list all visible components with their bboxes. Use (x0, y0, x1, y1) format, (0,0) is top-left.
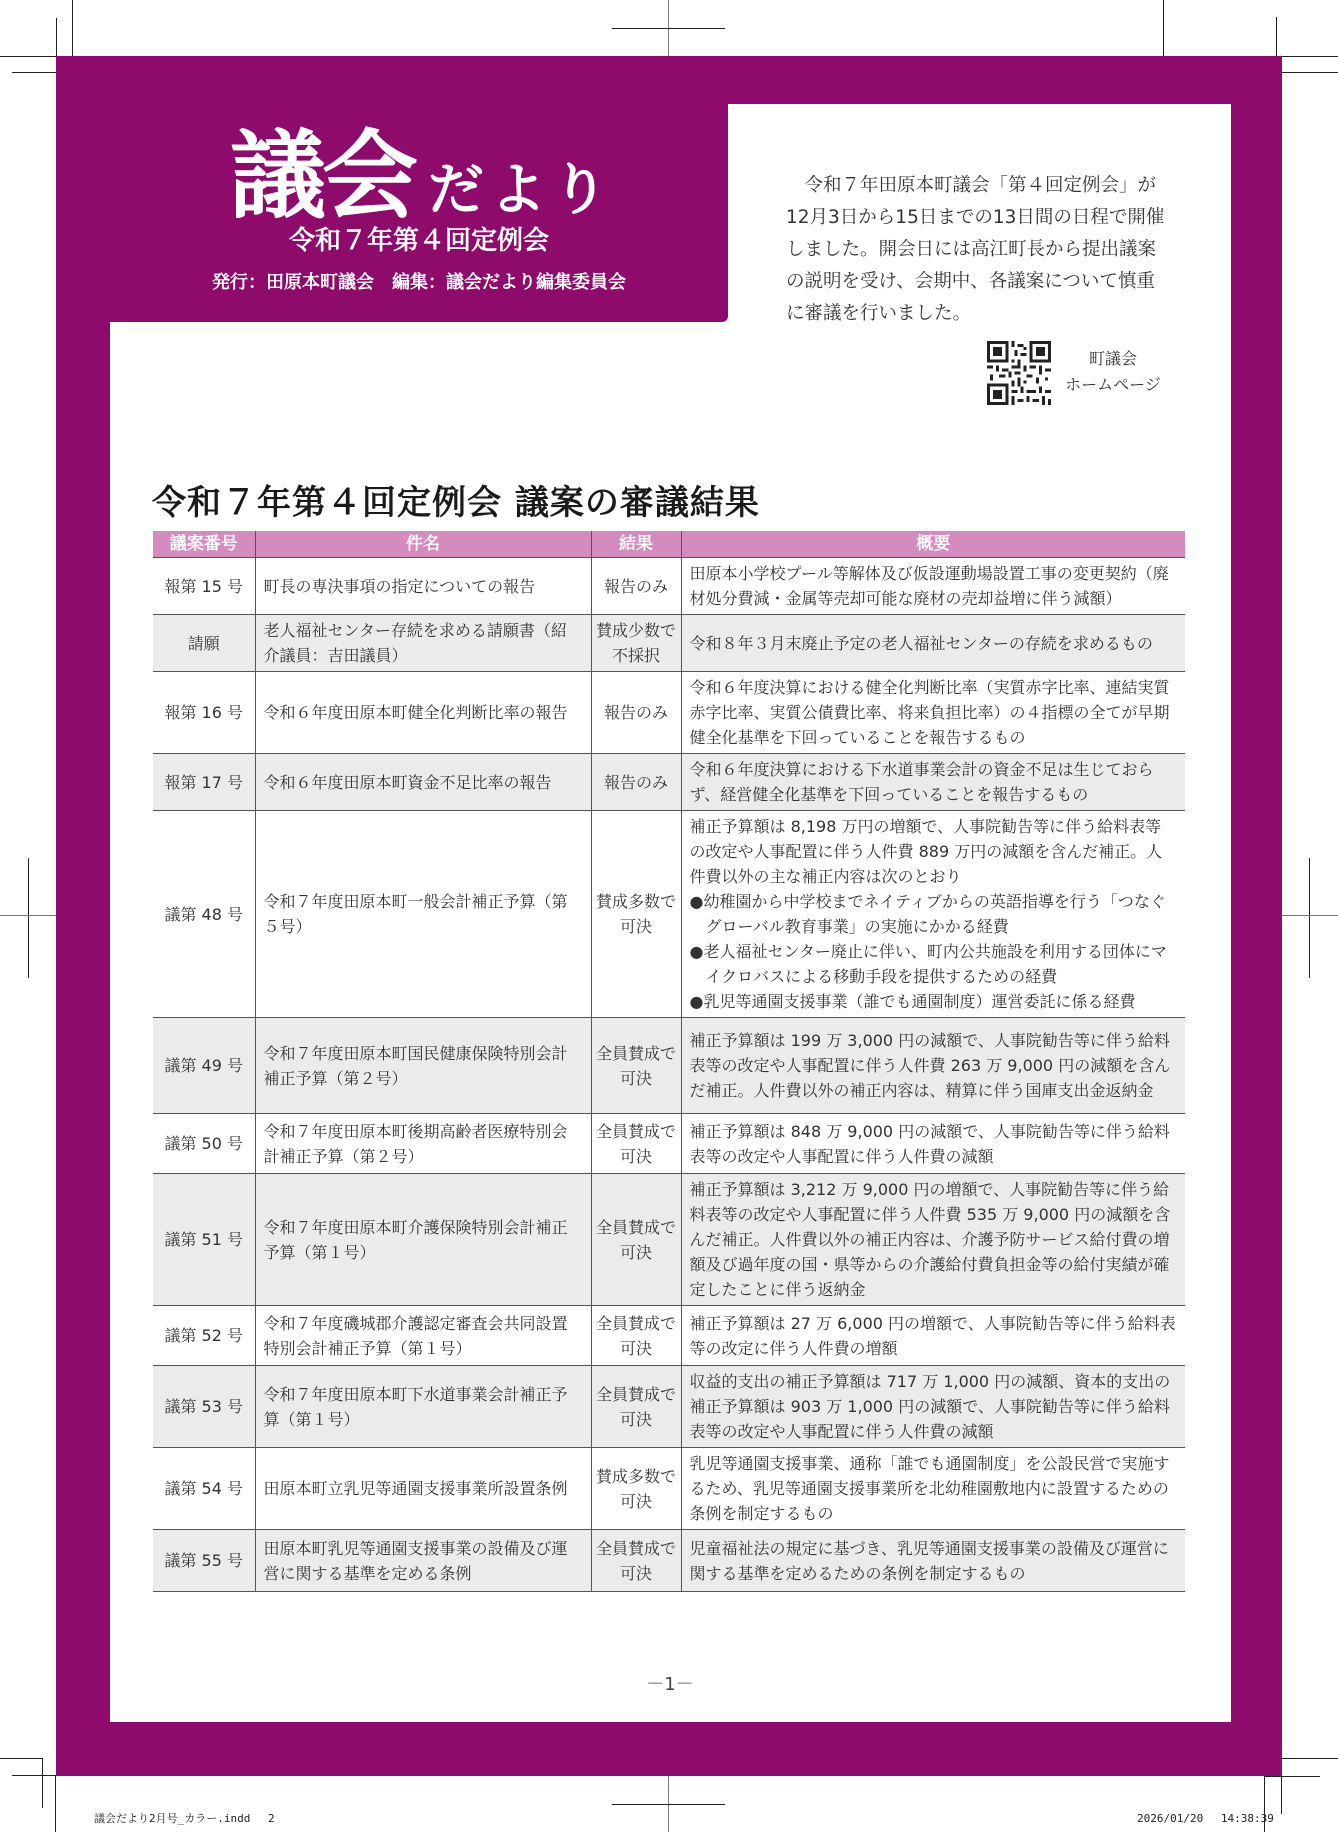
table-row (153, 1530, 1185, 1592)
bill-name: 令和７年度磯城郡介護認定審査会共同設置特別会計補正予算（第１号） (255, 1306, 591, 1366)
table-row (153, 1018, 1185, 1114)
crop-mark (12, 72, 56, 73)
bill-name: 令和６年度田原本町資金不足比率の報告 (255, 754, 591, 811)
table-row (153, 672, 1185, 754)
crop-mark (12, 1775, 56, 1776)
table-row (153, 615, 1185, 672)
bill-result: 賛成多数で可決 (591, 1448, 681, 1530)
bill-name: 令和７年度田原本町後期高齢者医療特別会計補正予算（第２号） (255, 1114, 591, 1174)
column-header-number: 議案番号 (153, 531, 255, 558)
summary-text: 令和６年度決算における下水道事業会計の資金不足は生じておらず、経営健全化基準を下回っていることを報告するもの (689, 760, 1154, 804)
bill-name: 田原本町立乳児等通園支援事業所設置条例 (255, 1448, 591, 1530)
qr-label-line2: ホームページ (1065, 375, 1161, 394)
bill-summary (681, 1174, 1185, 1306)
bill-number: 議第 52 号 (153, 1306, 255, 1366)
bill-summary (681, 811, 1185, 1018)
bill-result: 全員賛成で可決 (591, 1174, 681, 1306)
results-table (153, 531, 1185, 1592)
bill-name: 令和７年度田原本町一般会計補正予算（第５号） (255, 811, 591, 1018)
bill-summary (681, 1530, 1185, 1592)
bill-summary (681, 1366, 1185, 1448)
table-row (153, 1174, 1185, 1306)
print-slug-date: 2026/01/20 14:38:39 (1137, 1812, 1274, 1825)
bill-number: 議第 50 号 (153, 1114, 255, 1174)
bill-result: 全員賛成で可決 (591, 1366, 681, 1448)
table-row (153, 1448, 1185, 1530)
table-row (153, 754, 1185, 811)
bill-number: 議第 54 号 (153, 1448, 255, 1530)
crop-mark (612, 28, 725, 29)
bill-number: 報第 17 号 (153, 754, 255, 811)
session-subtitle: 令和７年第４回定例会 (288, 226, 549, 256)
bill-result: 報告のみ (591, 558, 681, 615)
crop-mark (1309, 858, 1310, 978)
bill-number: 議第 49 号 (153, 1018, 255, 1114)
summary-text: 乳児等通園支援事業、通称「誰でも通園制度」を公設民営で実施するため、乳児等通園支援事業所を北幼稚園敷地内に設置するための条例を制定するもの (689, 1454, 1170, 1523)
bill-name: 老人福祉センター存続を求める請願書（紹介議員：吉田議員） (255, 615, 591, 672)
bill-name: 町長の専決事項の指定についての報告 (255, 558, 591, 615)
bill-result: 全員賛成で可決 (591, 1530, 681, 1592)
bill-summary (681, 1114, 1185, 1174)
crop-mark (55, 1775, 56, 1832)
summary-text: 補正予算額は 3,212 万 9,000 円の増額で、人事院勧告等に伴う給料表等の改定や人事配置に伴う人件費 535 万 9,000 円の減額を含んだ補正。人件費以外の補正内容は、介護予防サービス給付費の増額及び過年度の国・県等からの介護給付費負担金等の給付実績が確定したことに伴う返納金 (689, 1180, 1171, 1299)
summary-text: 令和８年３月末廃止予定の老人福祉センターの存続を求めるもの (689, 633, 1153, 653)
table-row (153, 1306, 1185, 1366)
summary-bullet-item: ●老人福祉センター廃止に伴い、町内公共施設を利用する団体にマイクロバスによる移動手段を提供するための経費 (689, 942, 1167, 986)
crop-mark (0, 1758, 42, 1759)
bill-number: 議第 55 号 (153, 1530, 255, 1592)
masthead-title-hiragana: だより (428, 158, 614, 223)
print-slug-file: 議会だより2月号_カラー.indd 2 (94, 1812, 275, 1825)
bill-number: 議第 53 号 (153, 1366, 255, 1448)
crop-mark (612, 1804, 725, 1805)
bill-name: 田原本町乳児等通園支援事業の設備及び運営に関する基準を定める条例 (255, 1530, 591, 1592)
summary-text: 田原本小学校プール等解体及び仮設運動場設置工事の変更契約（廃材処分費減・金属等売却可能な廃材の売却益増に伴う減額） (689, 564, 1169, 608)
bill-summary (681, 754, 1185, 811)
bill-number: 報第 16 号 (153, 672, 255, 754)
bill-name: 令和７年度田原本町介護保険特別会計補正予算（第１号） (255, 1174, 591, 1306)
crop-mark (28, 858, 29, 978)
bill-result: 賛成多数で可決 (591, 811, 681, 1018)
section-title: 令和７年第４回定例会 議案の審議結果 (152, 483, 760, 523)
bill-result: 報告のみ (591, 754, 681, 811)
bill-summary (681, 558, 1185, 615)
crop-mark (0, 915, 56, 916)
column-header-summary: 概要 (681, 531, 1185, 558)
bill-summary (681, 1306, 1185, 1366)
bill-number: 議第 51 号 (153, 1174, 255, 1306)
summary-text: 補正予算額は 199 万 3,000 円の減額で、人事院勧告等に伴う給料表等の改定や人事配置に伴う人件費 263 万 9,000 円の減額を含んだ補正。人件費以外の補正内容は、精算に伴う国庫支出金返納金 (689, 1031, 1171, 1100)
bill-name: 令和６年度田原本町健全化判断比率の報告 (255, 672, 591, 754)
crop-mark (1264, 1776, 1320, 1777)
crop-mark (1163, 0, 1164, 56)
bill-summary (681, 672, 1185, 754)
crop-mark (0, 56, 56, 57)
bill-name: 令和７年度田原本町国民健康保険特別会計補正予算（第２号） (255, 1018, 591, 1114)
summary-text: 補正予算額は 848 万 9,000 円の減額で、人事院勧告等に伴う給料表等の改定や人事配置に伴う人件費の減額 (689, 1121, 1170, 1166)
table-row (153, 1114, 1185, 1174)
table-row (153, 1366, 1185, 1448)
intro-text (786, 170, 1166, 330)
crop-mark (1282, 1758, 1338, 1759)
bill-summary (681, 1018, 1185, 1114)
publisher-line: 発行：田原本町議会 編集：議会だより編集委員会 (212, 272, 626, 293)
summary-bullet-item: ●幼稚園から中学校までネイティブからの英語指導を行う「つなぐグローバル教育事業」の実施にかかる経費 (689, 892, 1166, 936)
crop-mark (42, 1758, 43, 1808)
qr-label-line1: 町議会 (1088, 349, 1137, 368)
bill-number: 議第 48 号 (153, 811, 255, 1018)
bill-result: 全員賛成で可決 (591, 1306, 681, 1366)
intro-paragraph: 令和７年田原本町議会「第４回定例会」が12月3日から15日までの13日間の日程で開催しました。開会日には高江町長から提出議案の説明を受け、会期中、各議案について慎重に審議を行いました。 (786, 175, 1165, 324)
crop-mark (1282, 915, 1338, 916)
page-number: －1－ (646, 1674, 694, 1695)
summary-text: 児童福祉法の規定に基づき、乳児等通園支援事業の設備及び運営に関する基準を定めるための条例を制定するもの (689, 1538, 1169, 1583)
bill-result: 報告のみ (591, 672, 681, 754)
masthead-title-kanji: 議会 (230, 120, 414, 232)
masthead-title (230, 100, 614, 237)
bill-result: 全員賛成で可決 (591, 1114, 681, 1174)
summary-text: 令和６年度決算における健全化判断比率（実質赤字比率、連結実質赤字比率、実質公債費比率、将来負担比率）の４指標の全てが早期健全化基準を下回っていることを報告するもの (689, 678, 1170, 747)
bill-number: 請願 (153, 615, 255, 672)
bill-result: 賛成少数で不採択 (591, 615, 681, 672)
bill-name: 令和７年度田原本町下水道事業会計補正予算（第１号） (255, 1366, 591, 1448)
table-header-row (153, 531, 1185, 558)
table-row (153, 811, 1185, 1018)
qr-label (1058, 346, 1168, 398)
crop-mark (72, 0, 73, 56)
summary-text: 収益的支出の補正予算額は 717 万 1,000 円の減額、資本的支出の補正予算額は 903 万 1,000 円の減額で、人事院勧告等に伴う給料表等の改定や人事配置に伴う人件費の減額 (689, 1372, 1171, 1441)
bill-summary (681, 1448, 1185, 1530)
table-row (153, 558, 1185, 615)
crop-mark (1276, 72, 1338, 73)
qr-code-icon[interactable] (987, 341, 1051, 405)
column-header-result: 結果 (591, 531, 681, 558)
summary-text: 補正予算額は 8,198 万円の増額で、人事院勧告等に伴う給料表等の改定や人事配置に伴う人件費 889 万円の減額を含んだ補正。人件費以外の主な補正内容は次のとおり (689, 817, 1163, 886)
summary-text: 補正予算額は 27 万 6,000 円の増額で、人事院勧告等に伴う給料表等の改定に伴う人件費の増額 (689, 1313, 1176, 1358)
bill-summary (681, 615, 1185, 672)
bill-result: 全員賛成で可決 (591, 1018, 681, 1114)
summary-bullet-item: ●乳児等通園支援事業（誰でも通園制度）運営委託に係る経費 (689, 992, 1136, 1011)
column-header-name: 件名 (255, 531, 591, 558)
bill-number: 報第 15 号 (153, 558, 255, 615)
